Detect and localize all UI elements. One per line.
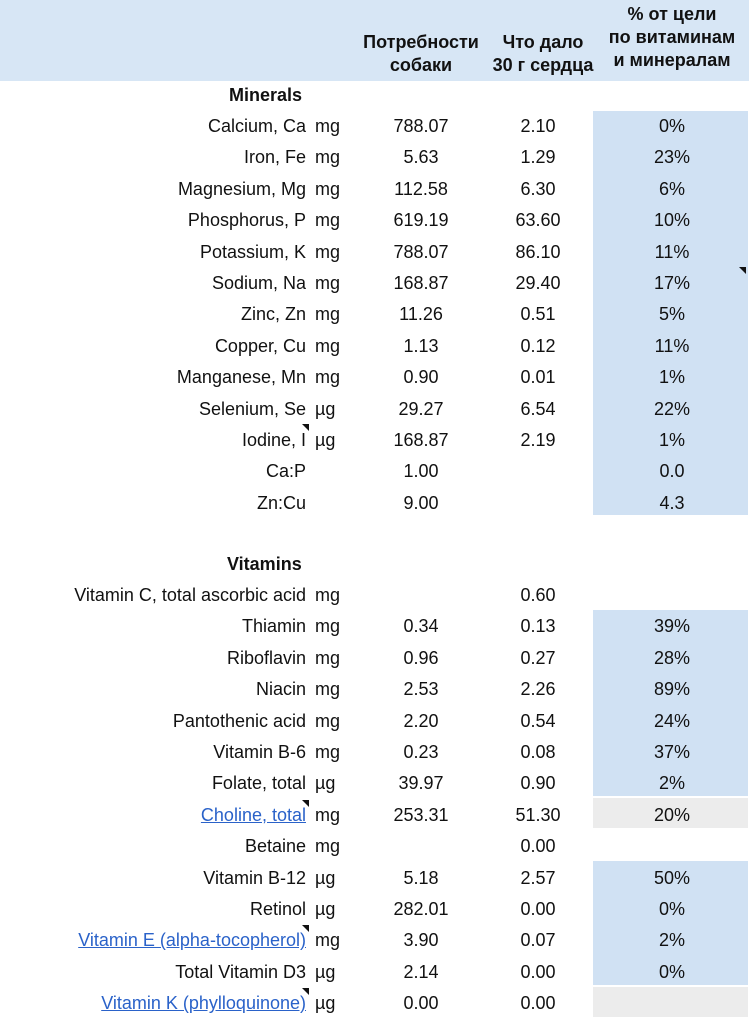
row-unit: mg [315,273,341,293]
row-unit: mg [315,804,341,825]
row-label-link[interactable]: Choline, total [200,804,306,825]
table-row [0,737,749,768]
row-gave-value: 86.10 [515,241,561,262]
row-percent-value: 20% [653,804,691,825]
row-label: Folate, total [211,773,306,794]
row-percent-value: 23% [653,147,691,168]
row-unit: mg [315,647,341,668]
table-row [0,488,749,519]
row-gave-value: 0.54 [520,710,556,731]
row-need-value: 168.87 [393,430,449,450]
table-row [0,205,749,236]
row-unit: mg [315,304,341,325]
table-row [0,925,749,956]
table-row [0,299,749,330]
row-gave-value: 6.54 [520,398,556,419]
table-row [0,800,749,831]
row-label: Niacin [255,679,306,700]
row-percent-value: 0% [658,116,685,136]
row-label: Retinol [249,899,306,919]
row-label: Vitamin B-6 [213,742,306,762]
row-label: Riboflavin [226,647,306,668]
row-need-value: 168.87 [393,273,449,293]
row-percent-value: 6% [658,178,685,199]
row-need-value: 788.07 [393,241,449,262]
row-need-value: 2.20 [403,710,439,731]
table-row [0,456,749,487]
table-row [0,674,749,705]
header-gave-line1: Что дало [502,32,584,52]
row-gave-value: 0.13 [520,616,556,637]
row-percent-value: 0% [658,961,685,982]
table-row [0,394,749,425]
table-row [0,706,749,737]
row-gave-value: 0.51 [520,304,556,325]
row-gave-value: 0.00 [520,993,556,1014]
row-need-value: 1.00 [403,461,439,482]
row-label: Manganese, Mn [176,367,306,388]
row-label: Sodium, Na [211,273,306,293]
row-label-link[interactable]: Vitamin E (alpha-tocopherol) [78,930,306,951]
row-percent-value: 89% [653,679,691,700]
row-unit: mg [315,585,341,605]
row-label: Vitamin C, total ascorbic acid [74,585,306,605]
row-gave-value: 29.40 [515,273,561,293]
row-gave-value: 6.30 [520,178,556,199]
row-label: Potassium, K [199,241,306,262]
row-gave-value: 2.26 [520,679,556,700]
row-percent-value: 11% [654,335,690,356]
row-unit: µg [315,899,336,919]
row-unit: µg [315,993,336,1014]
row-label: Pantothenic acid [172,710,306,731]
section-title-minerals: Minerals [229,85,303,105]
table-row [0,268,749,299]
row-gave-value: 0.01 [520,367,556,388]
row-percent-value: 24% [653,710,691,731]
row-need-value: 788.07 [393,116,449,136]
comment-indicator[interactable] [302,800,309,807]
row-percent-value: 50% [653,867,691,888]
row-percent-value: 11% [654,241,690,262]
row-need-value: 112.58 [394,178,448,199]
table-row [0,768,749,799]
row-gave-value: 2.10 [520,116,556,136]
row-label: Ca:P [265,461,306,482]
row-label: Iron, Fe [243,147,306,168]
row-need-value: 253.31 [393,804,449,825]
row-unit: mg [315,147,341,168]
row-percent-value: 2% [658,773,685,794]
row-need-value: 9.00 [403,492,439,513]
comment-indicator[interactable] [302,925,309,932]
header-need-line1: Потребности [363,32,479,52]
row-gave-value: 0.00 [520,961,556,982]
table-row [0,111,749,142]
table-row [0,643,749,674]
row-unit: µg [315,961,336,982]
row-gave-value: 0.12 [520,335,556,356]
row-percent-value: 10% [653,210,691,231]
row-need-value: 1.13 [403,335,439,356]
row-need-value: 619.19 [393,210,449,231]
table-row [0,425,749,456]
table-row [0,831,749,862]
row-gave-value: 0.90 [520,773,556,794]
header-pct-line3: и минералам [613,50,731,70]
row-unit: µg [315,430,336,450]
row-percent-value: 5% [658,304,685,325]
row-need-value: 282.01 [393,899,449,919]
row-unit: mg [315,679,341,700]
comment-indicator[interactable] [739,267,746,274]
header-gave [488,31,598,77]
row-gave-value: 0.08 [520,742,556,762]
row-label: Vitamin B-12 [203,867,306,888]
row-gave-value: 0.60 [520,585,556,605]
table-row [0,362,749,393]
row-unit: mg [315,210,341,231]
row-unit: mg [315,836,341,857]
row-percent-value: 4.3 [659,492,685,513]
row-label: Zinc, Zn [240,304,306,325]
table-row [0,957,749,988]
table-row [0,142,749,173]
row-label: Betaine [244,836,306,857]
row-need-value: 39.97 [398,773,444,794]
section-title-vitamins: Vitamins [227,554,302,574]
table-row [0,988,749,1019]
row-gave-value: 2.57 [520,867,556,888]
row-gave-value: 0.07 [520,930,556,951]
row-percent-value: 0% [658,899,685,919]
row-need-value: 0.90 [403,367,439,388]
comment-indicator[interactable] [302,424,309,431]
header-gave-line2: 30 г сердца [492,55,594,75]
row-percent-value: 22% [653,398,691,419]
row-need-value: 0.34 [403,616,439,637]
row-unit: mg [315,616,341,637]
row-label: Copper, Cu [214,335,306,356]
row-unit: mg [315,116,341,136]
row-unit: µg [315,867,336,888]
row-percent-value: 17% [653,273,691,293]
row-unit: mg [315,742,341,762]
row-gave-value: 63.60 [515,210,561,231]
row-unit: mg [315,241,341,262]
table-row [0,894,749,925]
row-percent-value: 39% [653,616,691,637]
row-need-value: 0.96 [403,647,439,668]
header-need [357,31,485,77]
row-label: Phosphorus, P [187,210,306,231]
row-gave-value: 0.00 [520,836,556,857]
header-pct [598,3,746,72]
row-label: Iodine, I [241,430,306,450]
row-gave-value: 2.19 [520,430,556,450]
row-unit: mg [315,367,341,388]
row-need-value: 29.27 [398,398,444,419]
row-label: Thiamin [241,616,306,637]
row-gave-value: 1.29 [520,147,556,168]
row-percent-value: 2% [658,930,685,951]
table-row [0,863,749,894]
row-unit: µg [315,398,336,419]
row-unit: mg [315,178,341,199]
row-label: Zn:Cu [256,492,306,513]
row-gave-value: 0.00 [520,899,556,919]
table-row [0,331,749,362]
row-need-value: 0.00 [403,993,439,1014]
header-pct-line1: % от цели [627,4,717,24]
row-percent-value: 37% [653,742,691,762]
table-row [0,174,749,205]
row-need-value: 2.53 [403,679,439,700]
row-unit: mg [315,335,341,356]
table-row [0,237,749,268]
row-unit: mg [315,930,341,951]
row-gave-value: 0.27 [520,647,556,668]
header-need-line2: собаки [389,55,453,75]
comment-indicator[interactable] [302,988,309,995]
row-label: Total Vitamin D3 [175,961,306,982]
row-percent-value: 0.0 [659,461,685,482]
row-percent-value: 28% [653,647,691,668]
table-row [0,611,749,642]
row-need-value: 3.90 [403,930,439,951]
row-label: Magnesium, Mg [177,178,306,199]
row-need-value: 11.26 [399,304,443,325]
row-label: Selenium, Se [198,398,306,419]
row-need-value: 2.14 [403,961,439,982]
row-need-value: 5.63 [403,147,439,168]
row-percent-value: 1% [658,367,685,388]
header-pct-line2: по витаминам [608,27,736,47]
row-label-link[interactable]: Vitamin K (phylloquinone) [101,993,306,1014]
row-unit: µg [315,773,336,794]
row-need-value: 5.18 [403,867,439,888]
table-row [0,580,749,611]
row-need-value: 0.23 [403,742,439,762]
row-gave-value: 51.30 [515,804,561,825]
row-label: Calcium, Ca [207,116,306,136]
row-percent-value: 1% [658,430,685,450]
row-unit: mg [315,710,341,731]
